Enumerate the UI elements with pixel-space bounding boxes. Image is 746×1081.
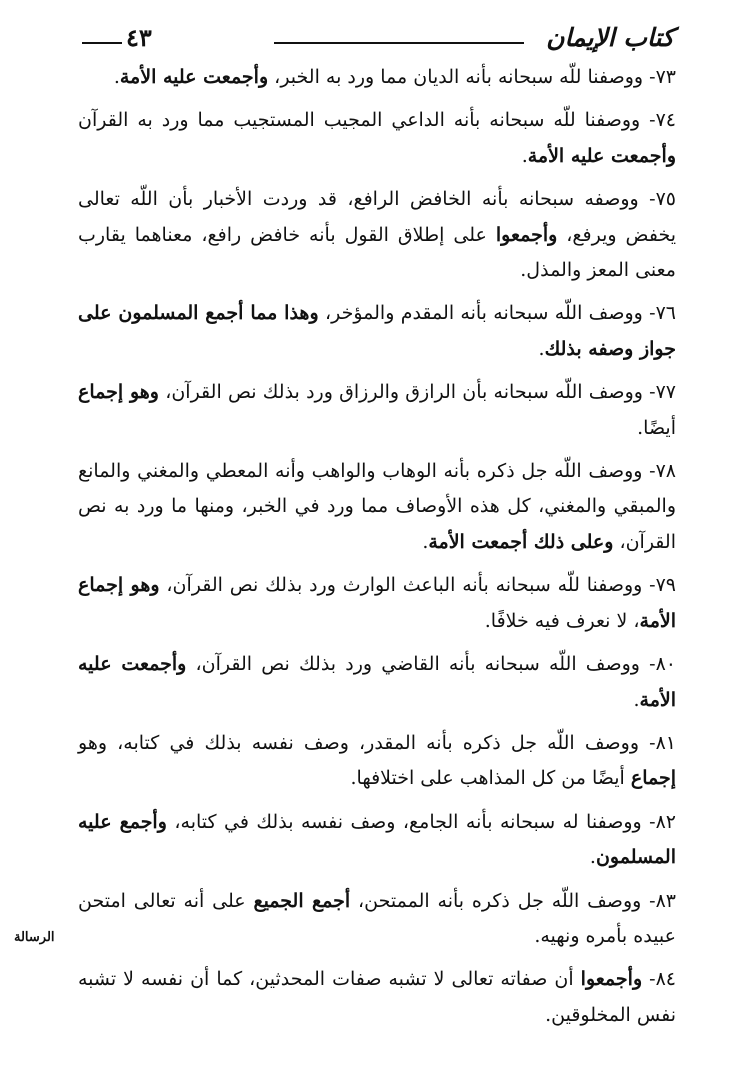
paragraph (78, 375, 676, 446)
page-header (78, 18, 674, 58)
paragraph-text: ووصف اللّه جل ذكره بأنه الممتحن، (350, 889, 650, 912)
book-title: كتاب الإيمان (546, 23, 674, 52)
paragraph-text: أيضًا. (637, 416, 676, 439)
paragraph-text: ووصف اللّه سبحانه بأنه المقدم والمؤخر، (318, 302, 650, 325)
emphasized-text: إجماع (630, 767, 676, 790)
paragraph (78, 296, 676, 367)
paragraph-number: ٨٣- (649, 889, 676, 912)
paragraph-number: ٧٧- (649, 381, 676, 404)
paragraph-number: ٨١- (649, 731, 676, 754)
emphasized-text: أجمع الجميع (253, 889, 351, 912)
emphasized-text: وأجمعت عليه الأمة (119, 66, 269, 88)
paragraph-text: على إطلاق القول بأنه خافض رافع، معناهما يقارب معنى المعز والمذل. (78, 223, 676, 282)
paragraph-number: ٨٠- (649, 653, 676, 676)
paragraph-text: . (521, 144, 528, 167)
paragraph-text: . (589, 846, 596, 869)
header-rule-short (82, 42, 122, 44)
emphasized-text: وأجمعوا (580, 968, 643, 991)
margin-note: الرسالة (14, 930, 55, 945)
paragraph-text: ووصفنا للّه سبحانه بأنه الداعي المجيب المستجيب مما ورد به القرآن (78, 109, 650, 132)
paragraph (78, 454, 676, 560)
emphasized-text: وأجمعت عليه الأمة (78, 653, 676, 711)
paragraph-text: ووصفه سبحانه بأنه الخافض الرافع، قد وردت الأخبار بأن اللّه تعالى يخفض ويرفع، (78, 188, 677, 246)
paragraph-text: ووصف اللّه جل ذكره بأنه الوهاب والواهب وأنه المعطي والمغني والمانع والمبقي والمغني، كل هذه الأوصاف مما ورد في الخبر، ومنها ما ورد به نص القرآن، (78, 460, 676, 553)
paragraph-text: . (538, 337, 545, 360)
paragraph-number: ٧٦- (649, 302, 676, 325)
paragraph-number: ٧٣- (649, 66, 676, 88)
header-rule (274, 42, 524, 44)
paragraph-number: ٧٤- (649, 109, 676, 132)
emphasized-text: وهو إجماع الأمة (78, 574, 676, 632)
paragraph (78, 568, 676, 639)
paragraph (78, 103, 676, 174)
page-number: ٤٣ (126, 23, 152, 52)
paragraph-text: . (422, 530, 429, 553)
emphasized-text: وهو إجماع (78, 381, 159, 404)
page-body (78, 60, 676, 1041)
paragraph (78, 726, 676, 797)
paragraph-number: ٧٩- (649, 574, 676, 597)
paragraph-text: ووصف اللّه سبحانه بأن الرازق والرزاق ورد بذلك نص القرآن، (158, 381, 650, 404)
paragraph-text: ووصفنا له سبحانه بأنه الجامع، وصف نفسه بذلك في كتابه، (166, 810, 650, 833)
paragraph (78, 962, 676, 1033)
paragraph-text: ، لا نعرف فيه خلافًا. (484, 609, 640, 632)
paragraph-text: أيضًا من كل المذاهب على اختلافها. (350, 767, 631, 790)
emphasized-text: وأجمعوا (495, 223, 558, 246)
paragraph-number: ٧٨- (649, 460, 676, 483)
paragraph (78, 60, 676, 95)
paragraph-text: . (633, 688, 640, 711)
emphasized-text: وأجمع عليه المسلمون (78, 810, 676, 869)
paragraph-text: . (113, 66, 120, 88)
paragraph-text: ووصف اللّه جل ذكره بأنه المقدر، وصف نفسه بذلك في كتابه، وهو (78, 731, 650, 754)
emphasized-text: وهذا مما أجمع المسلمون على جواز وصفه بذلك (78, 302, 676, 360)
paragraph-number: ٨٢- (649, 810, 676, 833)
paragraph (78, 805, 676, 876)
paragraph (78, 647, 676, 718)
paragraph-text: ووصف اللّه سبحانه بأنه القاضي ورد بذلك نص القرآن، (186, 653, 650, 676)
paragraph-text: أن صفاته تعالى لا تشبه صفات المحدثين، كما أن نفسه لا تشبه نفس المخلوقين. (78, 968, 676, 1026)
emphasized-text: وعلى ذلك أجمعت الأمة (428, 530, 614, 553)
paragraph-number: ٧٥- (649, 188, 676, 211)
emphasized-text: وأجمعت عليه الأمة (527, 144, 676, 167)
paragraph-text: ووصفنا للّه سبحانه بأنه الباعث الوارث ورد بذلك نص القرآن، (159, 574, 650, 597)
paragraph (78, 182, 676, 288)
paragraph (78, 884, 676, 955)
paragraph-text: على أنه تعالى امتحن عبيده بأمره ونهيه. (78, 889, 676, 947)
paragraph-text: ووصفنا للّه سبحانه بأنه الديان مما ورد به الخبر، (268, 66, 650, 88)
paragraph-number: ٨٤- (649, 968, 676, 991)
